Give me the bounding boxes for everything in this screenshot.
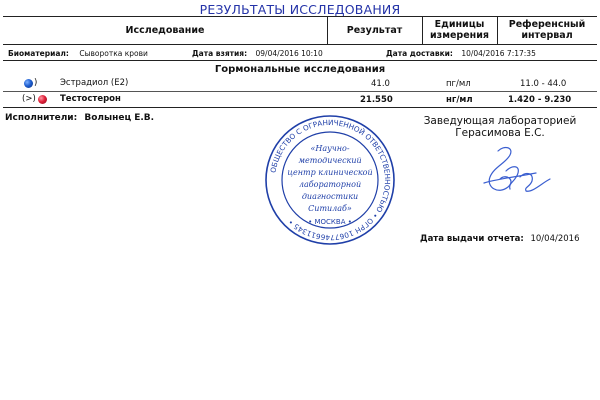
date-taken-value: 09/04/2016 10:10 [255, 49, 323, 58]
issue-date [420, 234, 579, 244]
meta-bottom-rule [3, 60, 597, 61]
organization-stamp [262, 112, 398, 248]
issue-date-label: Дата выдачи отчета: [420, 234, 524, 244]
stamp-center-line: Ситилаб» [308, 204, 352, 213]
issue-date-value: 10/04/2016 [530, 234, 580, 244]
section-title: Гормональные исследования [214, 64, 386, 75]
analyte-name: Эстрадиол (Е2) [60, 78, 129, 88]
stamp-center-line: «Научно- [310, 144, 350, 153]
stamp-ring-text: ОБЩЕСТВО С ОГРАНИЧЕННОЙ ОТВЕТСТВЕННОСТЬЮ • ОГРН 1067746611345 • [268, 117, 393, 243]
col-header-reference-line2: интервал [521, 30, 573, 41]
analyte-reference: 11.0 - 44.0 [520, 79, 567, 89]
stamp-city: • МОСКВА • [308, 218, 352, 226]
analyte-units: нг/мл [446, 95, 473, 105]
lab-head [410, 115, 590, 139]
abnormal-indicator-icon [38, 95, 47, 104]
performers-value: Волынец Е.В. [84, 113, 155, 123]
analyte-result: 41.0 [371, 79, 390, 89]
report-title: РЕЗУЛЬТАТЫ ИССЛЕДОВАНИЯ [199, 2, 401, 17]
header-bottom-rule [3, 44, 597, 45]
col-header-reference-line1: Референсный [508, 19, 586, 30]
col-header-units-line1: Единицы [434, 19, 485, 30]
indicator-prefix: (>) [22, 94, 36, 104]
header-top-rule [3, 16, 597, 17]
analyte-name: Тестостерон [60, 94, 121, 104]
result-row [0, 76, 600, 90]
handwritten-signature [476, 143, 556, 201]
performers [5, 113, 154, 123]
analyte-result: 21.550 [360, 95, 393, 105]
lab-head-name: Герасимова Е.С. [455, 127, 545, 139]
performers-label: Исполнители: [5, 113, 78, 123]
table-bottom-rule [3, 107, 597, 108]
col-header-units-line2: измерения [430, 30, 489, 41]
date-delivery [386, 49, 536, 58]
stamp-center-line: диагностики [301, 192, 359, 201]
date-delivery-label: Дата доставки: [386, 49, 453, 58]
date-delivery-value: 10/04/2016 7:17:35 [461, 49, 536, 58]
col-header-units [422, 19, 497, 41]
normal-indicator-icon [24, 79, 33, 88]
lab-head-title: Заведующая лабораторией [423, 115, 577, 127]
result-row [0, 92, 600, 106]
stamp-center-line: лабораторной [298, 180, 362, 189]
analyte-units: пг/мл [446, 79, 471, 89]
date-taken-label: Дата взятия: [192, 49, 248, 58]
indicator-suffix: ) [34, 78, 38, 88]
analyte-reference: 1.420 - 9.230 [508, 95, 572, 105]
stamp-center-line: методический [298, 156, 362, 165]
col-header-result: Результат [346, 25, 403, 36]
col-header-study: Исследование [125, 25, 205, 36]
stamp-center-line: центр клинической [287, 168, 373, 177]
col-header-reference [497, 19, 597, 41]
biomaterial [8, 49, 148, 58]
date-taken [192, 49, 323, 58]
biomaterial-value: Сыворотка крови [79, 49, 148, 58]
biomaterial-label: Биоматериал: [8, 49, 69, 58]
